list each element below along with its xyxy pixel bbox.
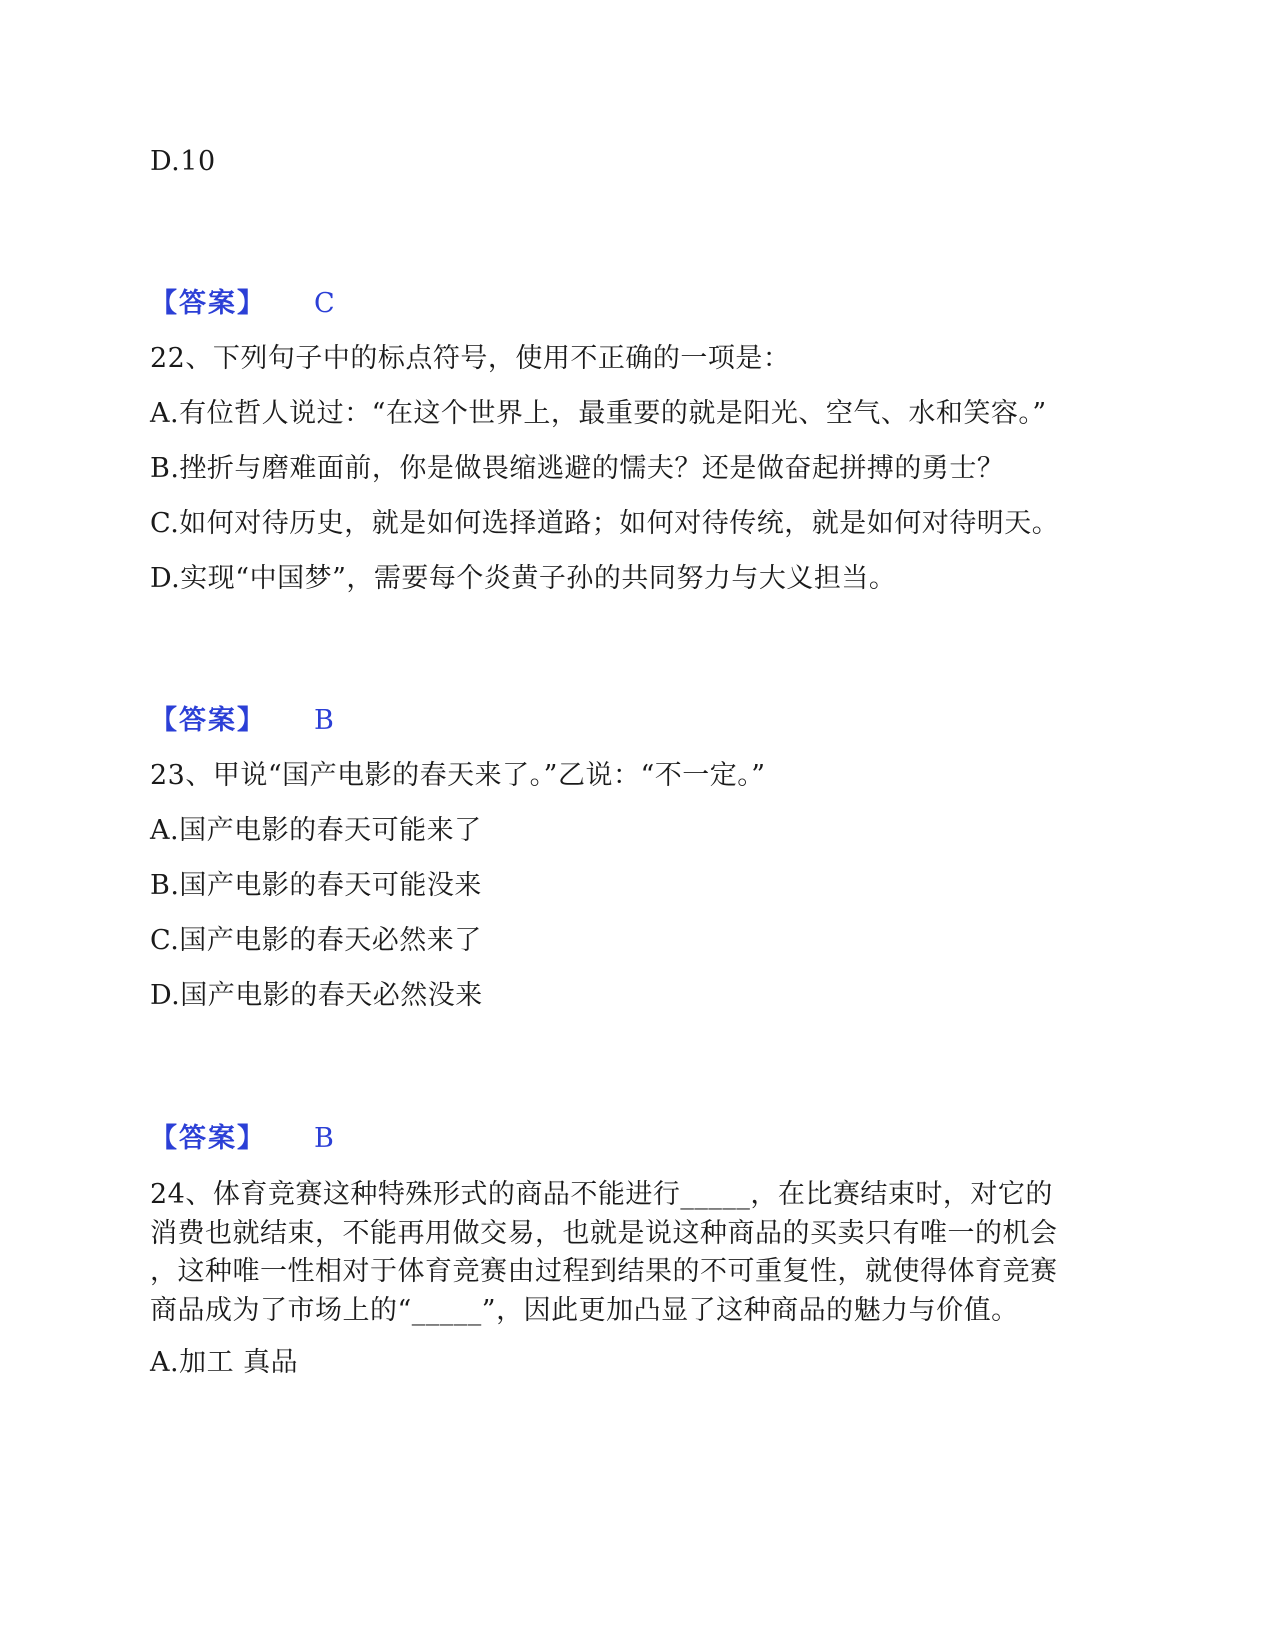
answer-21 — [150, 286, 335, 322]
answer-tag: 【答案】 — [150, 1123, 266, 1154]
question-22-option-c: C.如何对待历史，就是如何选择道路；如何对待传统，就是如何对待明天。 — [150, 508, 1060, 539]
question-22-option-b: B.挫折与磨难面前，你是做畏缩逃避的懦夫？还是做奋起拼搏的勇士？ — [150, 453, 1005, 484]
question-24-stem-line: 商品成为了市场上的“_____”，因此更加凸显了这种商品的魅力与价值。 — [150, 1294, 1019, 1326]
answer-value: B — [314, 705, 334, 736]
answer-tag: 【答案】 — [150, 288, 266, 319]
question-22-stem: 22、下列句子中的标点符号，使用不正确的一项是： — [150, 343, 791, 374]
answer-23 — [150, 1121, 334, 1157]
question-24-stem-line: 24、体育竞赛这种特殊形式的商品不能进行_____，在比赛结束时，对它的 — [150, 1179, 1053, 1210]
question-24-stem-line: 消费也就结束，不能再用做交易，也就是说这种商品的买卖只有唯一的机会 — [150, 1217, 1058, 1249]
question-23-option-a: A.国产电影的春天可能来了 — [150, 815, 482, 846]
question-22-option-a: A.有位哲人说过：“在这个世界上，最重要的就是阳光、空气、水和笑容。” — [150, 398, 1047, 429]
answer-value: B — [314, 1123, 334, 1154]
question-22-option-d: D.实现“中国梦”，需要每个炎黄子孙的共同努力与大义担当。 — [150, 563, 897, 594]
question-21-option-d: D.10 — [150, 146, 216, 177]
question-23-stem: 23、甲说“国产电影的春天来了。”乙说：“不一定。” — [150, 760, 766, 791]
question-23-option-b: B.国产电影的春天可能没来 — [150, 870, 482, 901]
answer-22 — [150, 703, 334, 739]
question-24-option-a: A.加工 真品 — [150, 1347, 299, 1378]
question-24-stem-line: ，这种唯一性相对于体育竞赛由过程到结果的不可重复性，就使得体育竞赛 — [150, 1256, 1058, 1287]
question-24-stem — [150, 1176, 1110, 1330]
question-23-option-d: D.国产电影的春天必然没来 — [150, 980, 483, 1011]
question-23-option-c: C.国产电影的春天必然来了 — [150, 925, 482, 956]
answer-tag: 【答案】 — [150, 705, 266, 736]
answer-value: C — [314, 288, 335, 319]
